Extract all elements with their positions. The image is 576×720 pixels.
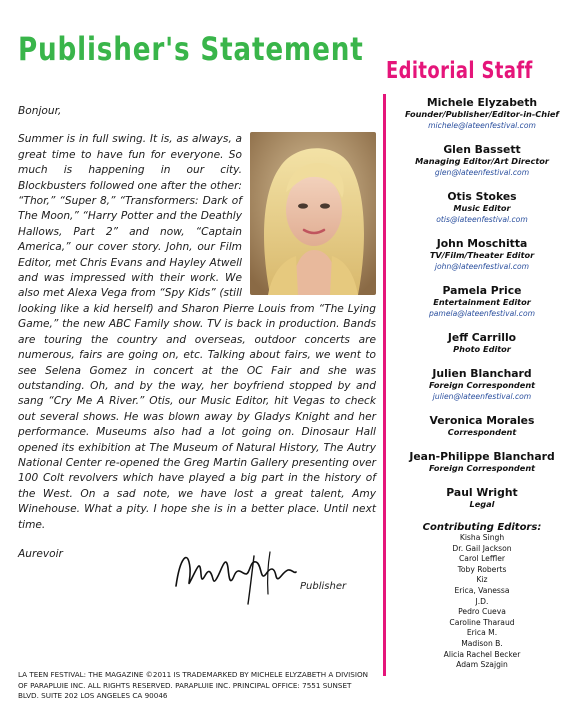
staff-role: TV/Film/Theater Editor <box>429 250 535 260</box>
contributing-editors-title: Contributing Editors: <box>422 522 542 533</box>
publisher-letter <box>18 104 376 562</box>
contributor-name: Kisha Singh <box>459 533 505 542</box>
staff-member <box>390 237 574 272</box>
letter-body: Summer is in full swing. It is, as always, a great time to have fun for everyone. So much is happening in our city. Blockbusters followed one after the other: “Thor,” “Super 8,” “Transformers: Dark of The Moon,” “Harry Potter and the Deathly Hallows, Part 2” and now, “Captain America,” our cover story. John, our Film Editor, met Chris Evans and Hayley Atwell and was impressed with their work. We also met Alexa Vega from “Spy Kids” (still looking like a kid herself) and Sharon Pierre Louis from “The Lying Game,” the new ABC Family show. TV is back in production. Bands are touring the country and overseas, outdoor concerts are numerous, fairs are going on, etc. Talking about fairs, we went to see Selena Gomez in concert at the OC Fair and she was outstanding. Oh, and by the way, her boyfriend stopped by and sang “Cry Me A River.” Otis, our Music Editor, hit Vegas to check out several shows. He was blown away by Gladys Knight and her performance. Museums also had a lot going on. Dinosaur Hall opened its exhibition at The Museum of Natural History, The Autry National Center re-opened the Greg Martin Gallery presenting over 100 Colt revolvers which have played a big part in the history of the West. On a sad note, we have lost a great talent, Amy Winehouse. What a pity. I hope she is in a better place. Until next time. <box>18 133 376 531</box>
contributor-name: J.D. <box>475 596 489 606</box>
staff-role: Photo Editor <box>453 344 511 354</box>
contributing-editors-list <box>390 533 574 671</box>
staff-email-link[interactable]: john@lateenfestival.com <box>434 262 530 271</box>
closing: Aurevoir <box>18 547 63 560</box>
staff-email-link[interactable]: pamela@lateenfestival.com <box>428 309 536 318</box>
staff-email-link[interactable]: glen@lateenfestival.com <box>434 168 530 177</box>
contributor-name: Caroline Tharaud <box>449 617 515 627</box>
signature-caption: Publisher <box>300 581 347 592</box>
contributor-name: Dr. Gail Jackson <box>452 543 512 553</box>
staff-name: John Moschitta <box>436 237 528 250</box>
pink-divider <box>383 94 386 676</box>
staff-email-link[interactable]: otis@lateenfestival.com <box>436 215 528 224</box>
staff-member <box>390 143 574 178</box>
contributor-name: Pedro Cueva <box>458 607 506 617</box>
staff-name: Paul Wright <box>446 486 518 499</box>
contributor-name: Alicia Rachel Becker <box>443 649 521 659</box>
staff-role: Legal <box>469 499 495 509</box>
staff-role: Music Editor <box>453 203 511 213</box>
page-title: Publisher's Statement <box>18 30 364 68</box>
staff-member <box>390 450 574 474</box>
staff-name: Jean-Philippe Blanchard <box>409 450 555 463</box>
contributor-name: Erica M. <box>466 628 498 638</box>
staff-section-title: Editorial Staff <box>386 58 533 84</box>
signature-graphic <box>170 538 300 608</box>
staff-member <box>390 331 574 355</box>
contributor-name: Madison B. <box>461 638 503 648</box>
contributor-name: Kiz <box>476 575 488 585</box>
staff-role: Founder/Publisher/Editor-in-Chief <box>404 109 559 119</box>
staff-member <box>390 96 574 131</box>
staff-name: Veronica Morales <box>429 414 535 427</box>
contributor-name: Carol Leffler <box>459 554 505 564</box>
publisher-photo <box>250 132 376 295</box>
staff-email-link[interactable]: michele@lateenfestival.com <box>428 121 536 130</box>
editorial-staff-list <box>390 96 574 671</box>
greeting: Bonjour, <box>18 105 62 117</box>
staff-role: Correspondent <box>447 427 517 437</box>
staff-name: Julien Blanchard <box>432 367 532 380</box>
staff-role: Foreign Correspondent <box>428 463 536 473</box>
contributor-name: Adam Szajgin <box>456 660 508 670</box>
staff-name: Michele Elyzabeth <box>426 96 538 109</box>
staff-role: Foreign Correspondent <box>428 380 536 390</box>
staff-member <box>390 284 574 319</box>
staff-member <box>390 190 574 225</box>
staff-name: Pamela Price <box>442 284 522 297</box>
contributor-name: Toby Roberts <box>457 564 507 574</box>
staff-name: Otis Stokes <box>447 190 517 203</box>
staff-email-link[interactable]: julien@lateenfestival.com <box>432 392 532 401</box>
staff-member <box>390 414 574 438</box>
legal-footer: LA TEEN FESTIVAL: THE MAGAZINE ©2011 IS TRADEMARKED BY MICHELE ELYZABETH A DIVISION OF PARAPLUIE INC. ALL RIGHTS RESERVED. PARAPLUIE INC. PRINCIPAL OFFICE: 7551 SUNSET BLVD. SUITE 202 LOS ANGELES CA 90046 <box>18 670 368 700</box>
staff-name: Jeff Carrillo <box>447 331 517 344</box>
signature-block <box>170 538 370 608</box>
staff-member <box>390 486 574 510</box>
contributor-name: Erica, Vanessa <box>454 585 510 595</box>
staff-member <box>390 367 574 402</box>
staff-role: Managing Editor/Art Director <box>415 156 549 166</box>
staff-role: Entertainment Editor <box>433 297 531 307</box>
staff-name: Glen Bassett <box>443 143 521 156</box>
